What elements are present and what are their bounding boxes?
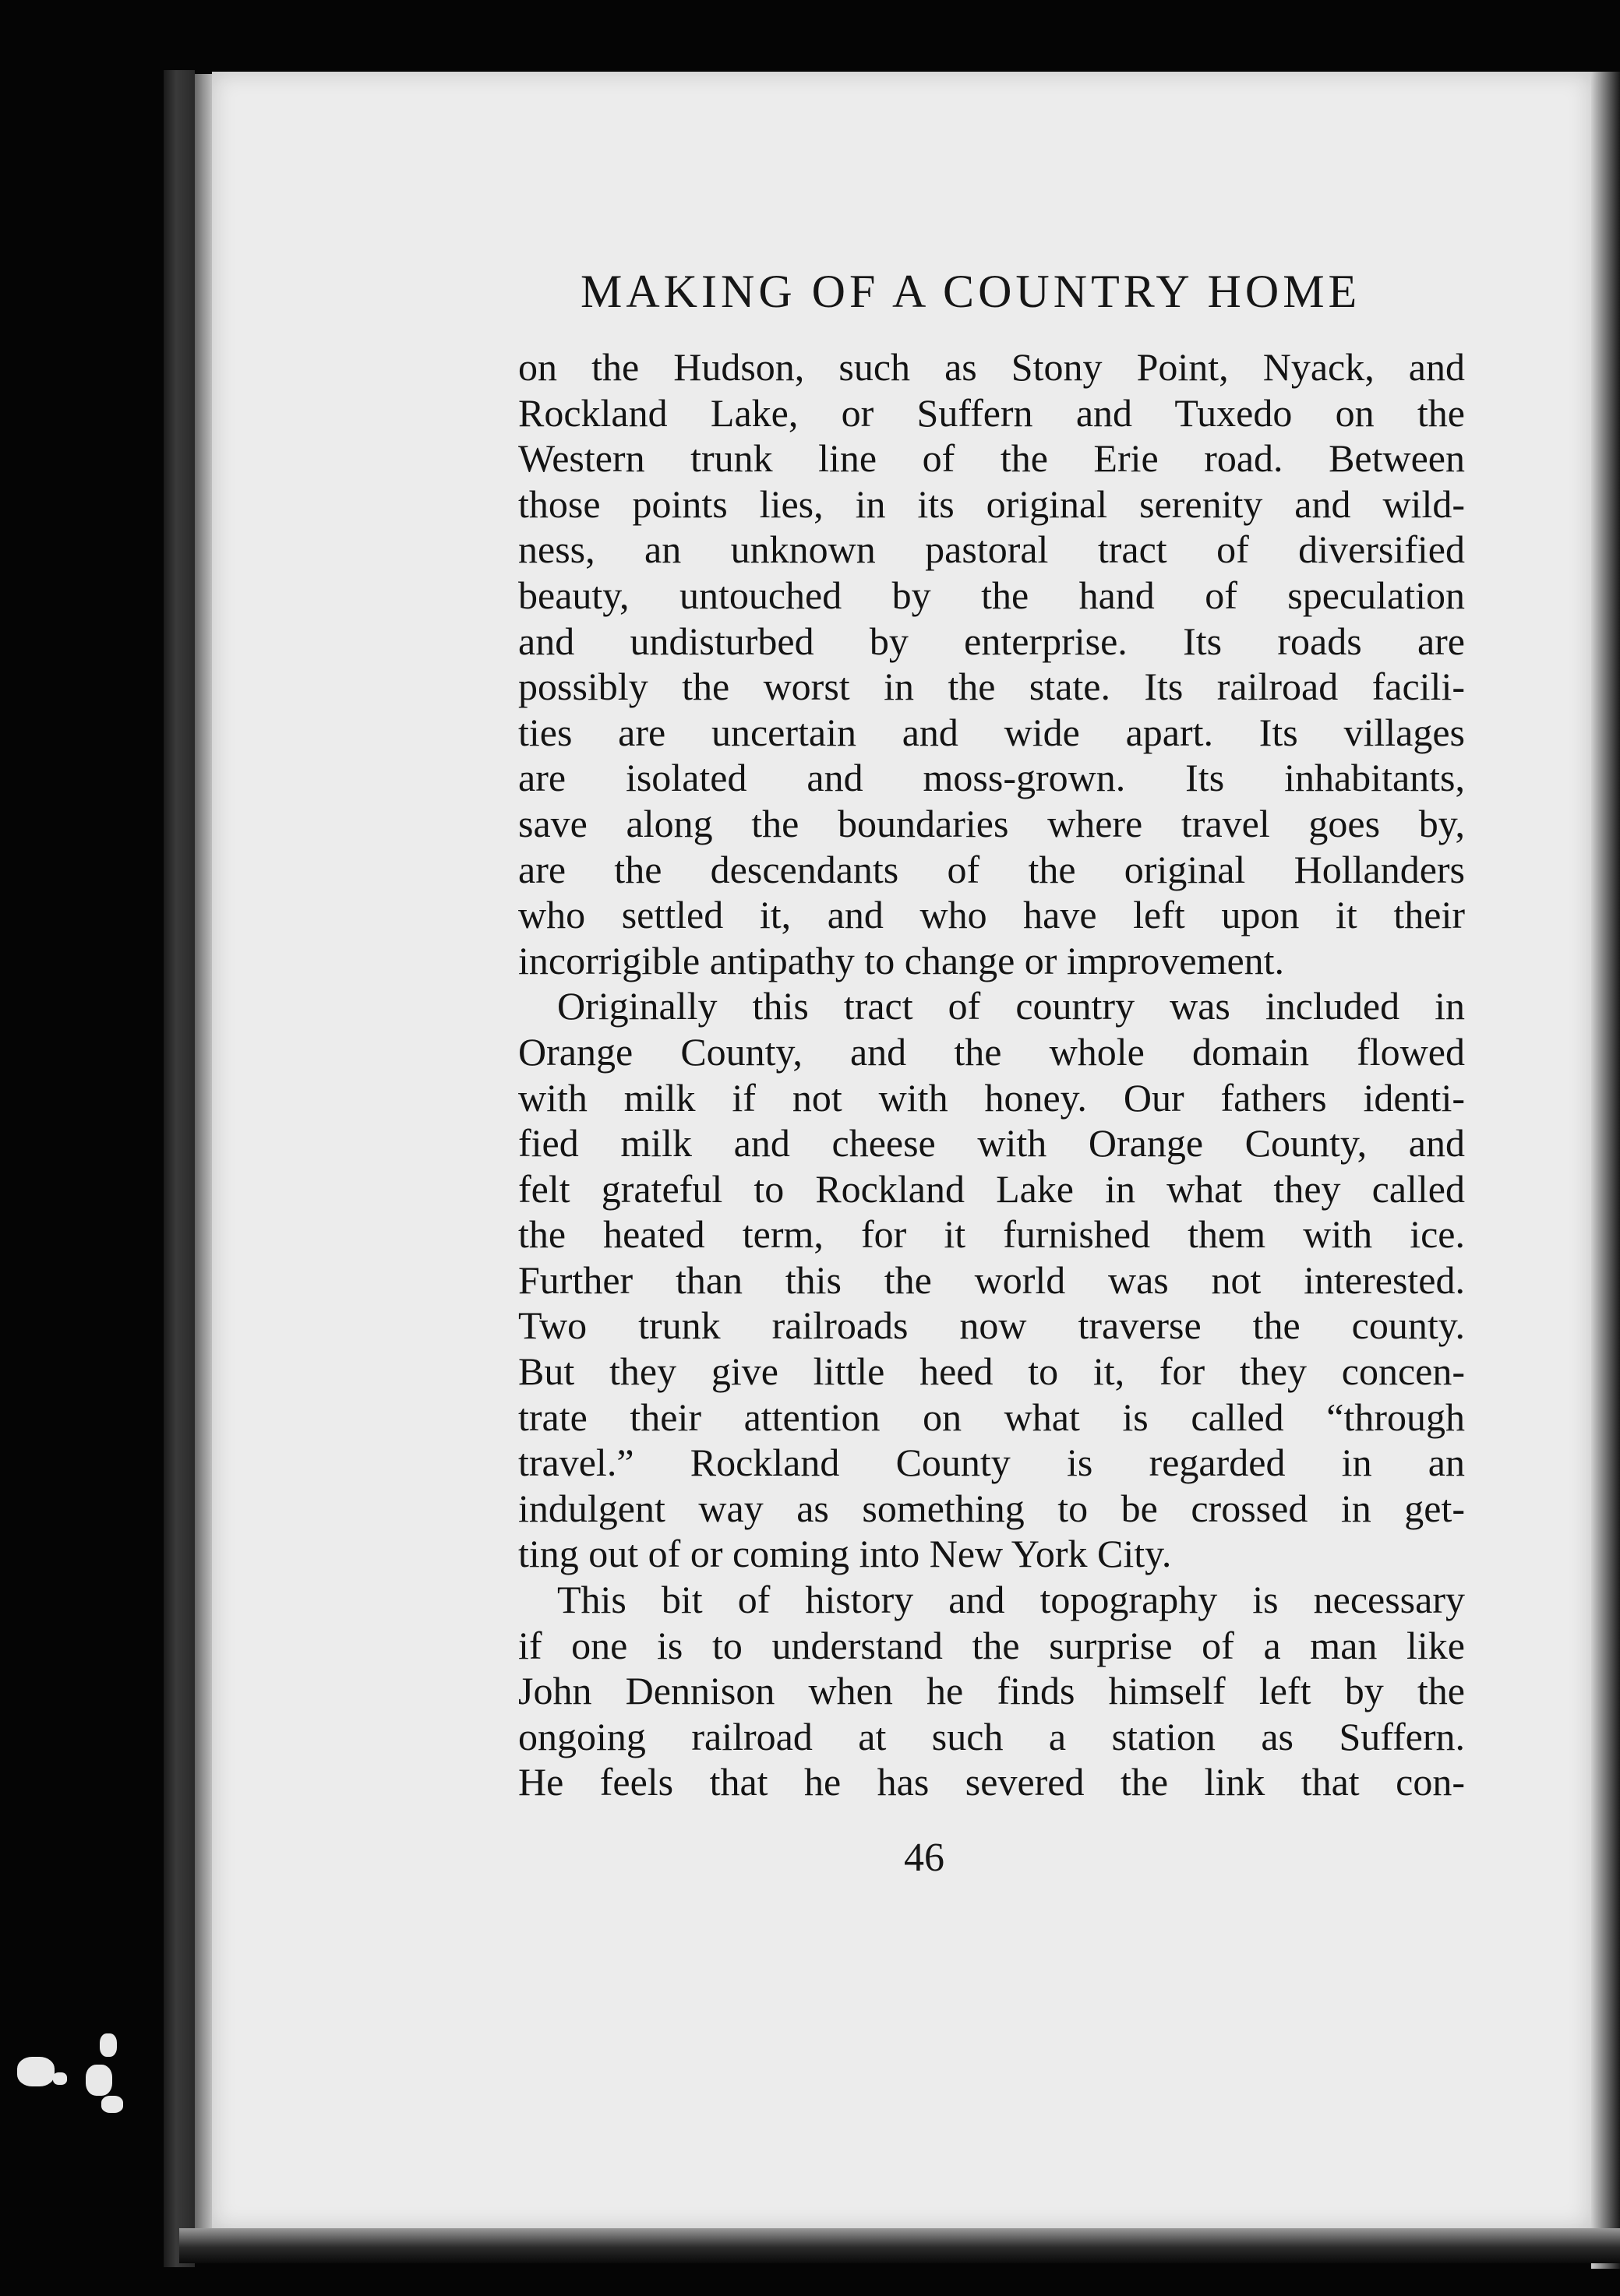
text-line: on the Hudson, such as Stony Point, Nyack, and [518,345,1465,389]
book-binding [164,70,195,2267]
text-line: with milk if not with honey. Our fathers identi- [518,1075,1465,1120]
text-line: But they give little heed to it, for they concen- [518,1349,1465,1394]
body-text [518,344,1465,1805]
scan-speck [17,2057,55,2086]
text-line: are isolated and moss-grown. Its inhabitants, [518,756,1465,800]
text-line: incorrigible antipathy to change or improvement. [518,938,1285,982]
text-line: Orange County, and the whole domain flowed [518,1029,1465,1074]
text-line: This bit of history and topography is necessary [557,1578,1465,1622]
text-line: travel.” Rockland County is regarded in an [518,1441,1465,1485]
scan-speck [86,2065,112,2096]
text-line: ties are uncertain and wide apart. Its villages [518,710,1465,754]
text-line: indulgent way as something to be crossed in get- [518,1486,1465,1530]
scan-speck [53,2072,67,2085]
scan-speck [101,2096,123,2113]
text-line: who settled it, and who have left upon it their [518,893,1465,937]
text-line: Further than this the world was not interested. [518,1257,1465,1302]
text-line: those points lies, in its original serenity and wild- [518,481,1465,526]
text-line: Two trunk railroads now traverse the county. [518,1303,1465,1348]
text-line: possibly the worst in the state. Its railroad facili- [518,665,1465,709]
text-line: John Dennison when he finds himself left by the [518,1669,1465,1713]
text-line: Originally this tract of country was included in [557,984,1465,1028]
text-line: trate their attention on what is called “through [518,1395,1465,1439]
text-line: beauty, untouched by the hand of speculation [518,573,1465,617]
text-line: fied milk and cheese with Orange County, and [518,1121,1465,1166]
text-line: if one is to understand the surprise of a man like [518,1623,1465,1667]
text-line: He feels that he has severed the link that con- [518,1760,1465,1804]
binding-edge [195,74,212,2263]
text-line: Western trunk line of the Erie road. Between [518,436,1465,481]
text-line: and undisturbed by enterprise. Its roads are [518,619,1465,663]
text-line: the heated term, for it furnished them with ice. [518,1212,1465,1257]
text-line: ness, an unknown pastoral tract of diversified [518,527,1465,572]
text-line: felt grateful to Rockland Lake in what they called [518,1166,1465,1211]
page-right-edge [1591,72,1620,2269]
text-line: ting out of or coming into New York City. [518,1532,1172,1576]
page-bottom-edge [179,2228,1620,2263]
running-head: MAKING OF A COUNTRY HOME [581,266,1361,317]
page-number: 46 [904,1836,944,1880]
text-line: save along the boundaries where travel goes by, [518,801,1465,845]
text-line: ongoing railroad at such a station as Suffern. [518,1714,1465,1758]
text-line: are the descendants of the original Hollanders [518,847,1465,891]
scan-speck [100,2033,117,2057]
text-line: Rockland Lake, or Suffern and Tuxedo on the [518,390,1465,435]
